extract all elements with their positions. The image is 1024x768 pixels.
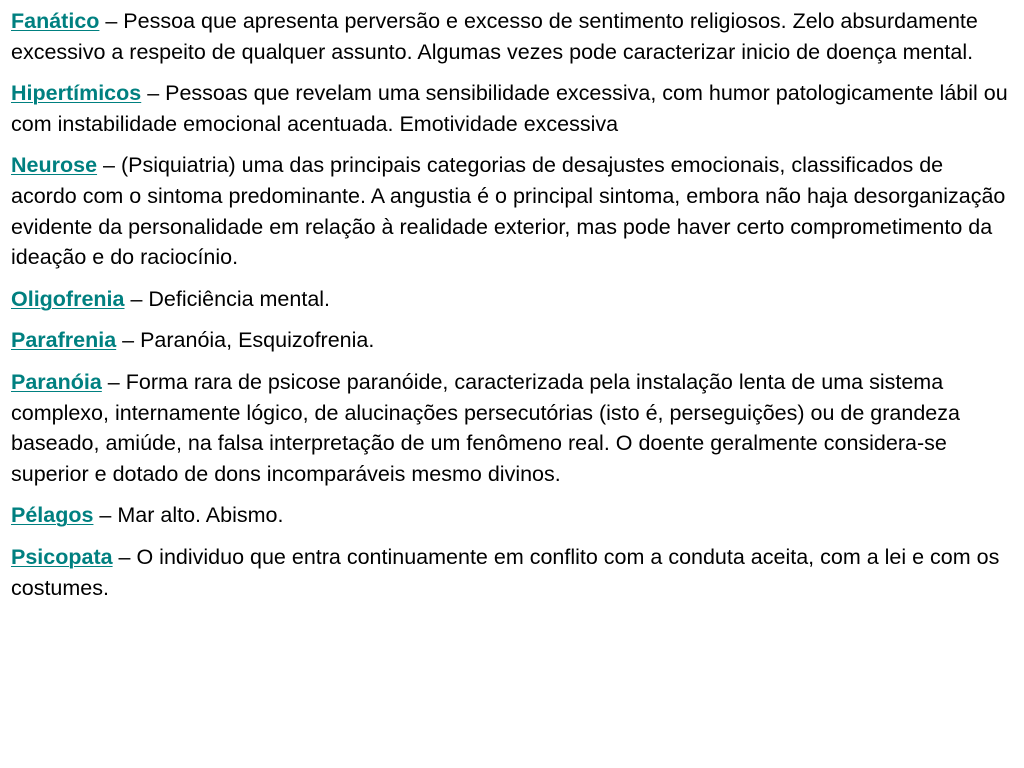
entry-parafrenia	[11, 325, 1011, 356]
glossary-slide	[11, 6, 1011, 614]
entry-pelagos	[11, 500, 1011, 531]
definition-psicopata: – O individuo que entra continuamente em conflito com a conduta aceita, com a lei e com os costumes.	[11, 544, 1000, 600]
definition-parafrenia: – Paranóia, Esquizofrenia.	[116, 328, 375, 353]
term-link-psicopata[interactable]: Psicopata	[11, 544, 113, 569]
term-link-pelagos[interactable]: Pélagos	[11, 503, 94, 528]
definition-pelagos: – Mar alto. Abismo.	[93, 503, 284, 528]
term-link-hipertimicos[interactable]: Hipertímicos	[11, 81, 142, 106]
definition-fanatico: – Pessoa que apresenta perversão e excesso de sentimento religiosos. Zelo absurdamente excessivo a respeito de qualquer assunto. Algumas vezes pode caracterizar inicio de doença mental.	[11, 9, 978, 64]
entry-hipertimicos	[11, 78, 1011, 139]
definition-hipertimicos: – Pessoas que revelam uma sensibilidade excessiva, com humor patologicamente lábil ou com instabilidade emocional acentuada. Emotividade excessiva	[11, 81, 1008, 136]
entry-paranoia	[11, 367, 1011, 489]
term-link-paranoia[interactable]: Paranóia	[11, 369, 102, 394]
definition-paranoia: – Forma rara de psicose paranóide, caracterizada pela instalação lenta de uma sistema complexo, internamente lógico, de alucinações persecutórias (isto é, perseguições) ou de grandeza baseado, amiúde, na falsa interpretação de um fenômeno real. O doente geralmente considera-se superior e dotado de dons incomparáveis mesmo divinos.	[11, 369, 960, 486]
entry-oligofrenia	[11, 284, 1011, 315]
entry-fanatico	[11, 6, 1011, 67]
entry-neurose	[11, 150, 1011, 272]
term-link-oligofrenia[interactable]: Oligofrenia	[11, 286, 125, 311]
term-link-parafrenia[interactable]: Parafrenia	[11, 328, 117, 353]
term-link-fanatico[interactable]: Fanático	[11, 9, 100, 33]
entry-psicopata	[11, 542, 1011, 603]
definition-oligofrenia: – Deficiência mental.	[124, 286, 331, 311]
term-link-neurose[interactable]: Neurose	[11, 153, 98, 178]
definition-neurose: – (Psiquiatria) uma das principais categorias de desajustes emocionais, classificados de acordo com o sintoma predominante. A angustia é o principal sintoma, embora não haja desorganização evidente da personalidade em relação à realidade exterior, mas pode haver certo comprometimento da ideação e do raciocínio.	[11, 153, 1006, 270]
